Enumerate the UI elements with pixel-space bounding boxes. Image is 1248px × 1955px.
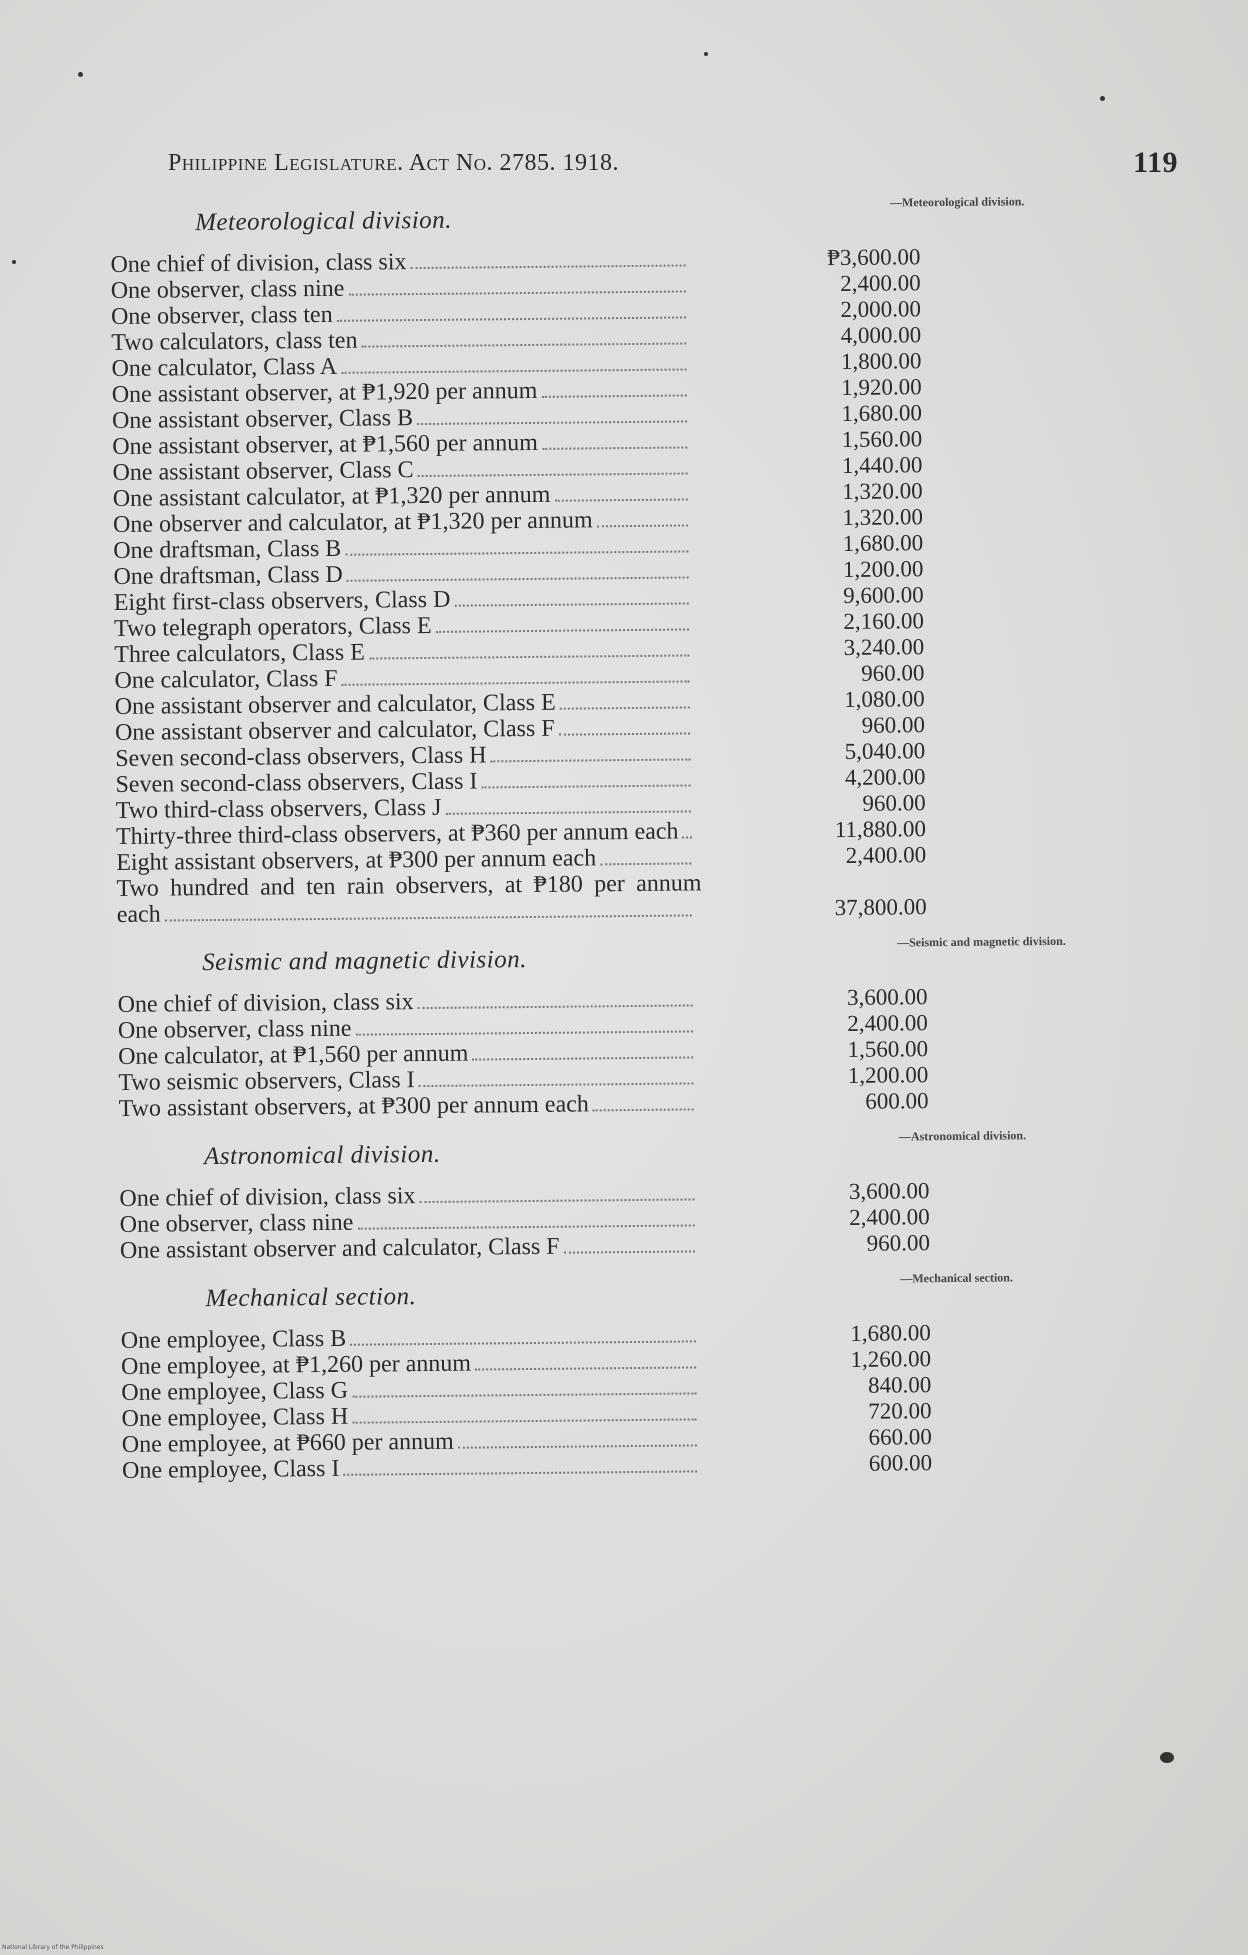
dot-leader [597, 524, 688, 527]
dot-leader [554, 498, 687, 501]
dot-leader [342, 680, 690, 685]
page-header [168, 146, 1178, 190]
line-item-text: One employee, Class I [121, 1455, 340, 1484]
line-item-amount: 960.00 [866, 1230, 931, 1256]
line-item-text: One assistant observer, Class B [111, 405, 414, 434]
dot-leader [600, 862, 691, 865]
line-item-description [120, 1232, 705, 1264]
dot-leader [337, 316, 686, 321]
line-item-text: Three calculators, Class E [114, 639, 365, 668]
dot-leader [491, 758, 691, 762]
line-item-amount: 960.00 [861, 712, 926, 738]
line-item-amount: 1,440.00 [841, 452, 923, 478]
section [110, 194, 1147, 928]
dot-leader [350, 1340, 696, 1345]
running-title: Philippine Legislature. Act No. 2785. 1918. [168, 150, 620, 176]
line-item-amount: 1,260.00 [850, 1346, 932, 1372]
line-item-amount: 1,680.00 [841, 400, 923, 426]
line-item-amount: 600.00 [868, 1450, 933, 1476]
line-item-amount: 1,320.00 [842, 504, 924, 530]
margin-note: —Meteorological division. [889, 194, 1025, 210]
dot-leader [454, 602, 688, 606]
line-item-amount: 4,000.00 [840, 322, 922, 348]
dot-leader [417, 420, 687, 425]
dot-leader [475, 1366, 696, 1370]
margin-note: —Mechanical section. [900, 1270, 1014, 1286]
line-item-text: One observer, class nine [119, 1209, 354, 1238]
line-item-text: One chief of division, class six [117, 989, 414, 1018]
line-item-amount: 3,600.00 [846, 984, 928, 1010]
line-item-text: One employee, Class G [121, 1377, 349, 1406]
line-item-amount: 2,400.00 [847, 1010, 928, 1036]
line-item-text: Two calculators, class ten [111, 327, 358, 356]
line-item-text: One assistant observer and calculator, Class E [114, 689, 556, 720]
line-item-text: Two telegraph operators, Class E [113, 612, 432, 642]
line-item-amount: 1,680.00 [842, 530, 924, 556]
dot-leader [541, 394, 686, 397]
line-item-amount: 2,000.00 [840, 296, 922, 322]
line-item-amount: 3,600.00 [848, 1178, 930, 1204]
line-item-text: One assistant observer, at ₱1,920 per annum [111, 377, 538, 408]
line-item-amount: 660.00 [868, 1424, 932, 1450]
dot-leader [411, 264, 686, 269]
line-item-text: One assistant calculator, at ₱1,320 per annum [112, 481, 551, 512]
line-item-text: One calculator, at ₱1,560 per annum [118, 1040, 469, 1070]
dot-leader [165, 914, 692, 921]
line-item-amount: 960.00 [861, 660, 925, 686]
line-item-description [119, 1090, 704, 1122]
margin-note: —Astronomical division. [898, 1128, 1027, 1144]
line-item-amount: 3,240.00 [843, 634, 925, 660]
dot-leader [362, 342, 687, 347]
dot-leader [369, 654, 689, 659]
line-item-text: Seven second-class observers, Class H [115, 742, 487, 772]
section-title: Mechanical section. [205, 1283, 417, 1313]
line-item-amount: 1,200.00 [847, 1062, 929, 1088]
line-item-text: Seven second-class observers, Class I [115, 768, 478, 798]
dot-leader [418, 472, 688, 477]
section [117, 933, 1149, 1122]
line-item-text: One assistant observer and calculator, Class F [119, 1233, 560, 1264]
dot-leader [472, 1056, 693, 1060]
dot-leader [559, 732, 690, 735]
section [119, 1128, 1150, 1264]
line-item-amount: 1,200.00 [842, 556, 924, 582]
line-item-amount: 840.00 [867, 1372, 932, 1398]
dot-leader [356, 1030, 693, 1035]
dot-leader [560, 706, 690, 709]
margin-note: —Seismic and magnetic division. [897, 933, 1066, 950]
section-title: Astronomical division. [203, 1140, 441, 1171]
line-item-amount: 2,400.00 [845, 842, 927, 868]
dot-leader [348, 290, 685, 295]
line-item-amount: 9,600.00 [843, 582, 924, 608]
dot-leader [419, 1198, 694, 1203]
line-item-amount: 600.00 [865, 1088, 929, 1114]
line-item-amount: 1,680.00 [850, 1320, 931, 1346]
appropriation-list [110, 194, 1152, 1506]
line-item-amount: ₱3,600.00 [827, 244, 921, 271]
dot-leader [445, 810, 690, 814]
line-item-text: One employee, Class H [121, 1403, 349, 1432]
section-title: Meteorological division. [194, 206, 453, 237]
line-item-text: Two hundred and ten rain observers, at ₱180 per annum each [116, 870, 702, 928]
scan-speck [12, 260, 16, 264]
line-item-amount: 720.00 [868, 1398, 932, 1424]
section [120, 1270, 1152, 1484]
line-item-amount: 1,920.00 [841, 374, 922, 400]
line-item-amount: 5,040.00 [844, 738, 926, 764]
line-item-text: Thirty-three third-class observers, at ₱360 per annum each [115, 818, 679, 850]
line-item-text: One assistant observer and calculator, Class F [114, 715, 555, 746]
dot-leader [481, 784, 690, 788]
scan-speck [704, 52, 708, 56]
line-item-amount: 1,800.00 [840, 348, 922, 374]
line-item-text: Two seismic observers, Class I [118, 1067, 415, 1096]
dot-leader [357, 1224, 694, 1229]
line-item-text: One assistant observer, at ₱1,560 per annum [112, 429, 539, 460]
line-item-amount: 1,560.00 [847, 1036, 929, 1062]
line-item-text: One employee, at ₱660 per annum [121, 1428, 454, 1458]
line-item-amount: 37,800.00 [834, 894, 927, 921]
dot-leader [458, 1444, 697, 1448]
line-item-text: Eight first-class observers, Class D [113, 586, 451, 616]
line-item-text: One assistant observer, Class C [112, 457, 414, 486]
line-item-amount: 2,160.00 [843, 608, 925, 634]
line-item-text: One employee, at ₱1,260 per annum [120, 1350, 472, 1380]
dot-leader [341, 368, 686, 373]
line-item-amount: 1,080.00 [844, 686, 925, 712]
dot-leader [345, 550, 688, 555]
dot-leader [418, 1004, 693, 1009]
line-item-amount: 960.00 [862, 790, 926, 816]
line-item-text: One draftsman, Class B [113, 535, 342, 564]
line-item-amount: 11,880.00 [834, 816, 927, 843]
line-item-text: One observer, class ten [110, 301, 333, 330]
dot-leader [343, 1470, 697, 1475]
scan-speck [1160, 1752, 1174, 1763]
line-item-description [122, 1452, 707, 1484]
line-item-text: Two third-class observers, Class J [115, 794, 442, 824]
dot-leader [564, 1250, 695, 1253]
dot-leader [436, 628, 689, 632]
line-item-amount: 2,400.00 [840, 270, 921, 296]
line-item-text: One observer, class nine [117, 1015, 352, 1044]
dot-leader [683, 836, 693, 838]
line-item-amount: 2,400.00 [849, 1204, 930, 1230]
line-item-amount: 4,200.00 [844, 764, 926, 790]
dot-leader [593, 1108, 694, 1111]
dot-leader [419, 1082, 694, 1087]
line-item-text: One chief of division, class six [110, 249, 407, 278]
line-item-text: One draftsman, Class D [113, 561, 343, 590]
line-item-text: Eight assistant observers, at ₱300 per annum each [116, 845, 597, 876]
dot-leader [352, 1418, 696, 1423]
scan-speck [78, 72, 83, 77]
line-item-text: One chief of division, class six [119, 1183, 416, 1212]
line-item-text: One calculator, Class A [111, 353, 338, 382]
line-item-amount: 1,560.00 [841, 426, 923, 452]
line-item-text: One employee, Class B [120, 1325, 347, 1354]
page-number: 119 [1133, 146, 1178, 179]
line-item-text: One observer and calculator, at ₱1,320 per annum [112, 507, 593, 538]
line-item-text: One observer, class nine [110, 275, 345, 304]
section-title: Seismic and magnetic division. [202, 946, 528, 977]
dot-leader [542, 446, 687, 449]
scan-footer: National Library of the Philippines [2, 1944, 104, 1951]
line-item [116, 868, 926, 928]
line-item-description [116, 870, 701, 928]
line-item-text: One calculator, Class F [114, 665, 338, 694]
dot-leader [352, 1392, 696, 1397]
dot-leader [347, 576, 689, 581]
line-item-amount: 1,320.00 [842, 478, 923, 504]
line-item-text: Two assistant observers, at ₱300 per annum each [118, 1091, 589, 1122]
scan-speck [1100, 96, 1105, 101]
